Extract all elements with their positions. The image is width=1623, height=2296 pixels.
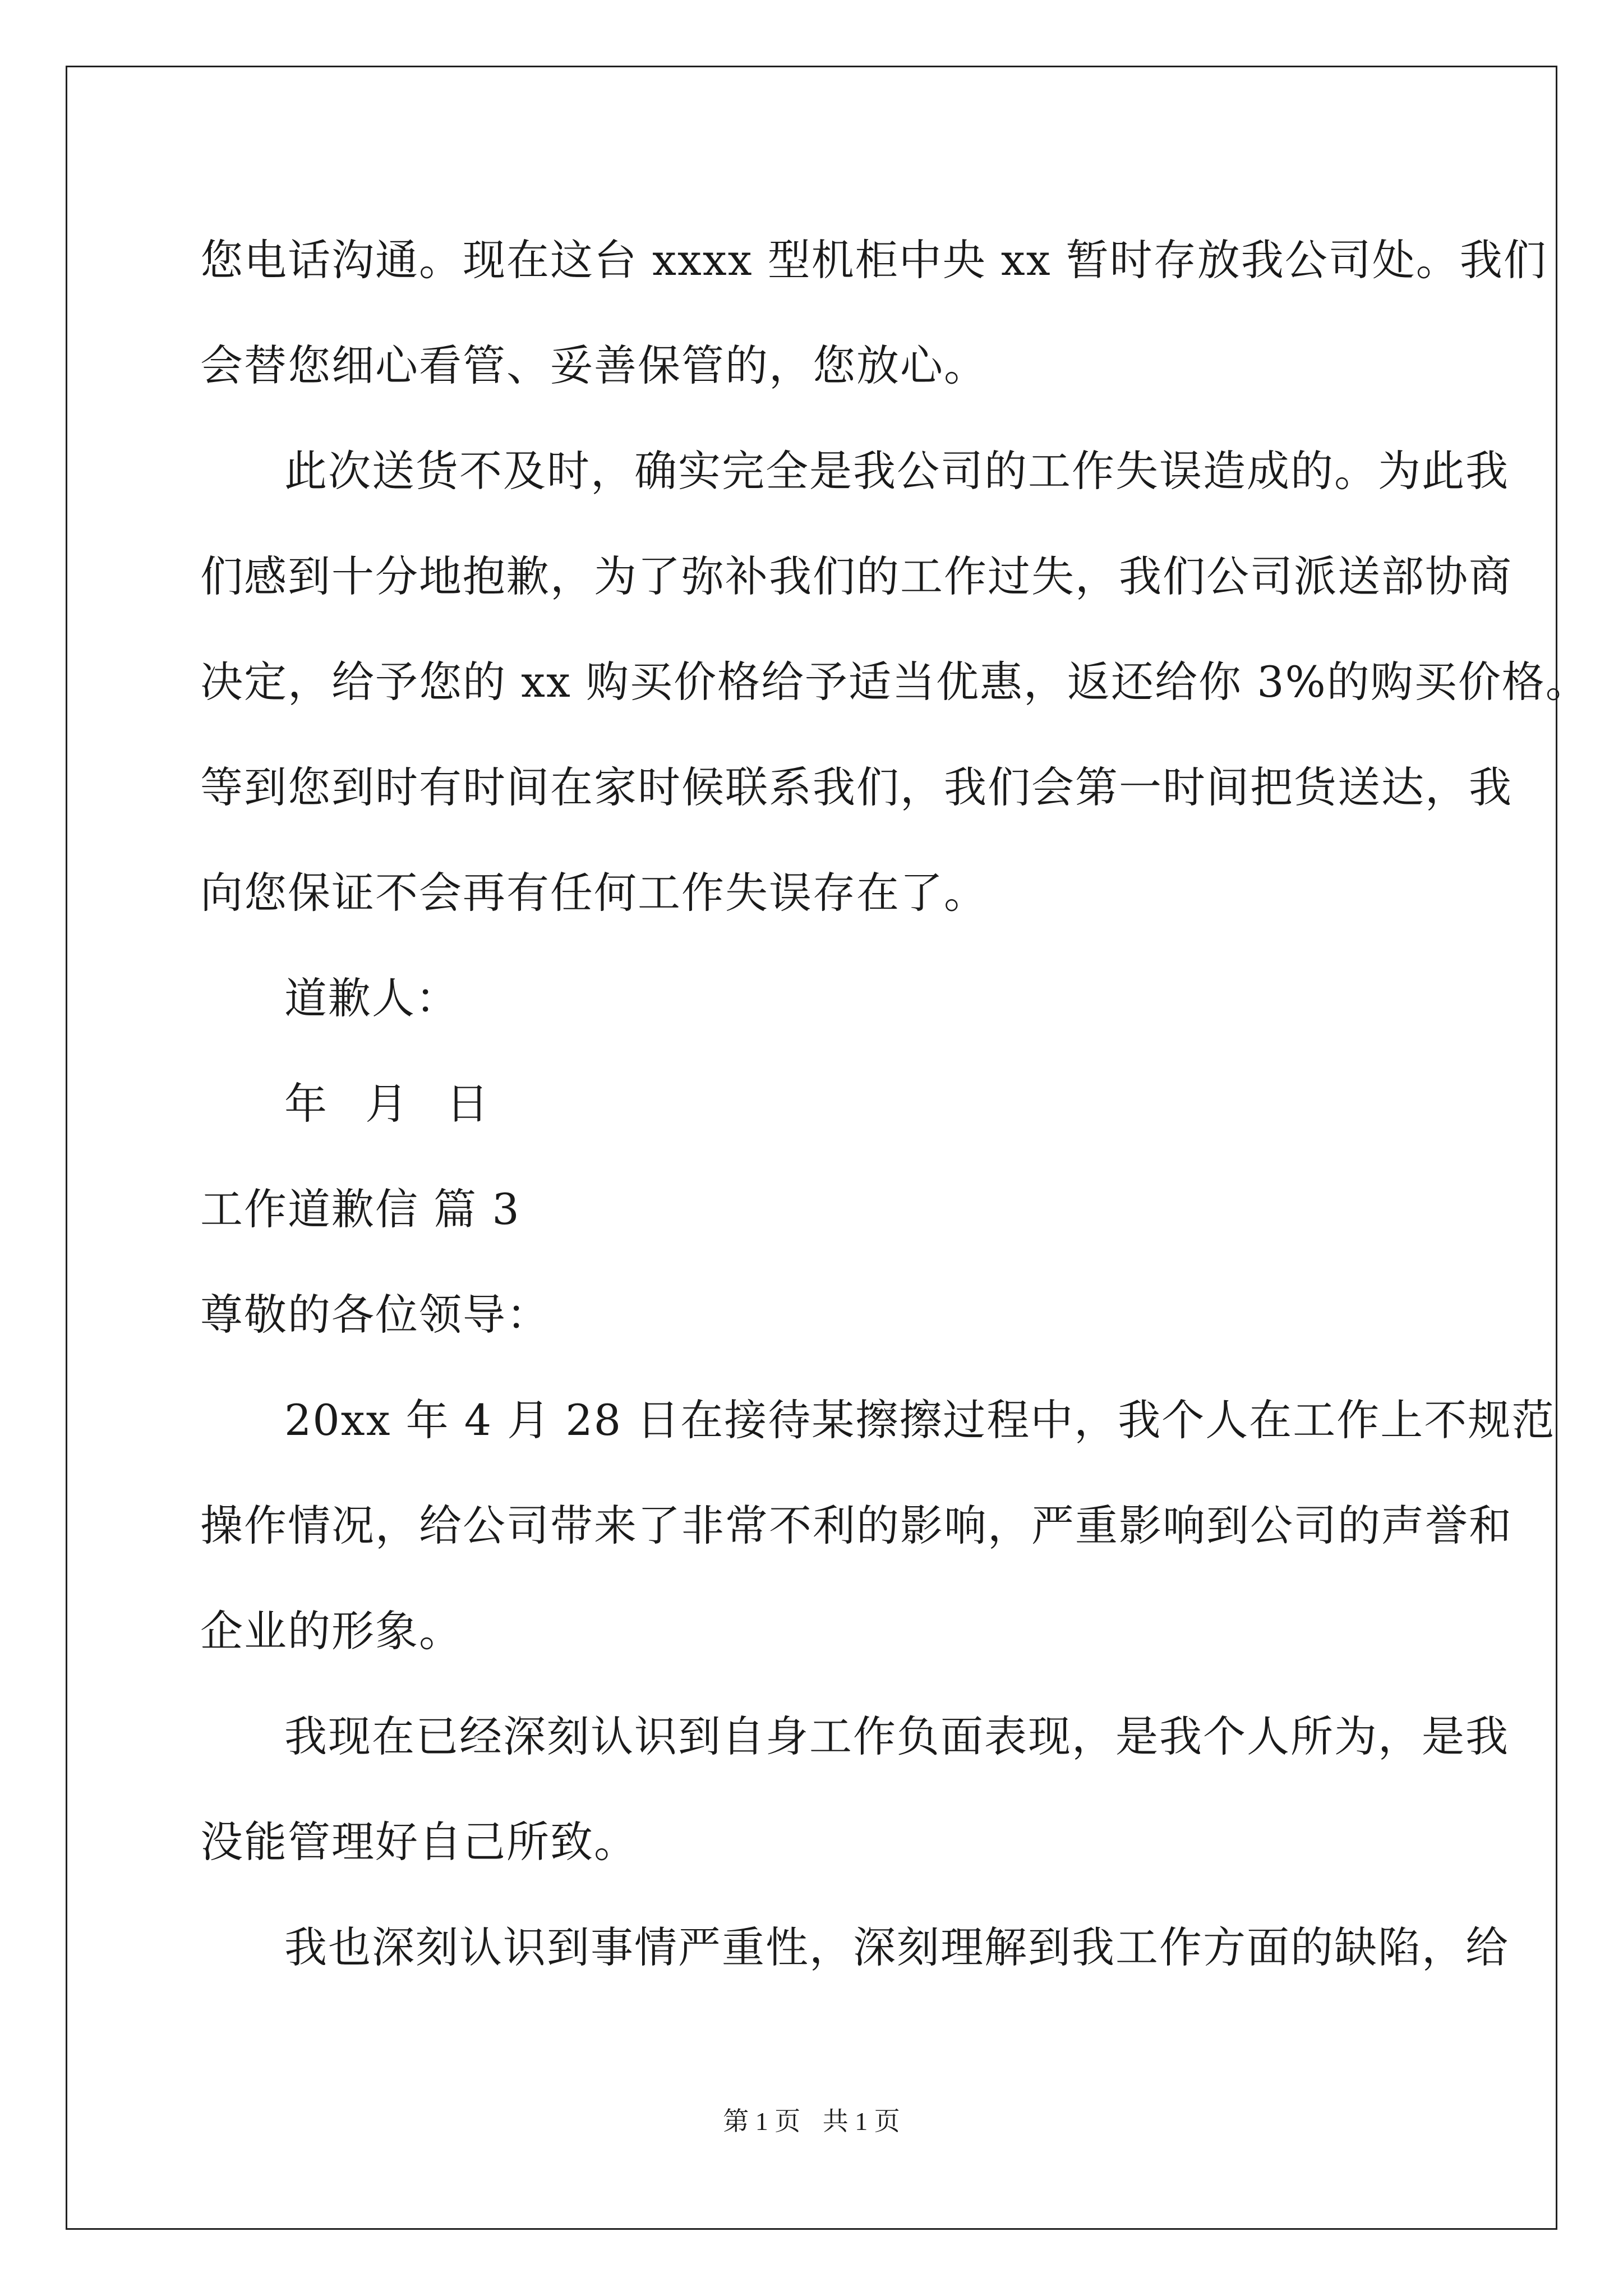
text-line: 会替您细心看管、妥善保管的，您放心。	[200, 341, 988, 390]
date-line: 年 月 日	[284, 1079, 490, 1129]
text-line: 没能管理好自己所致。	[200, 1817, 638, 1867]
text-line: 此次送货不及时，确实完全是我公司的工作失误造成的。为此我	[284, 446, 1509, 496]
text-line: 我现在已经深刻认识到自身工作负面表现，是我个人所为，是我	[284, 1711, 1509, 1761]
page-number: 第 1 页	[723, 2107, 801, 2136]
text-line: 我也深刻认识到事情严重性，深刻理解到我工作方面的缺陷，给	[284, 1922, 1509, 1972]
page-total: 共 1 页	[822, 2107, 900, 2136]
text-line: 20xx 年 4 月 28 日在接待某擦擦过程中，我个人在工作上不规范	[284, 1395, 1556, 1445]
text-line: 决定，给予您的 xx 购买价格给予适当优惠，返还给你 3%的购买价格。	[200, 657, 1589, 707]
signature-label: 道歉人：	[284, 973, 459, 1023]
text-line: 操作情况，给公司带来了非常不利的影响，严重影响到公司的声誉和	[200, 1501, 1513, 1550]
section-title: 工作道歉信 篇 3	[200, 1184, 520, 1234]
document-body	[200, 208, 1589, 2000]
text-line: 您电话沟通。现在这台 xxxx 型机柜中央 xx 暂时存放我公司处。我们	[200, 235, 1547, 285]
text-line: 等到您到时有时间在家时候联系我们，我们会第一时间把货送达，我	[200, 762, 1513, 812]
salutation: 尊敬的各位领导：	[200, 1290, 550, 1340]
text-line: 企业的形象。	[200, 1606, 463, 1656]
text-line: 向您保证不会再有任何工作失误存在了。	[200, 868, 988, 918]
text-line: 们感到十分地抱歉，为了弥补我们的工作过失，我们公司派送部协商	[200, 551, 1513, 601]
page-footer	[0, 2101, 1623, 2138]
